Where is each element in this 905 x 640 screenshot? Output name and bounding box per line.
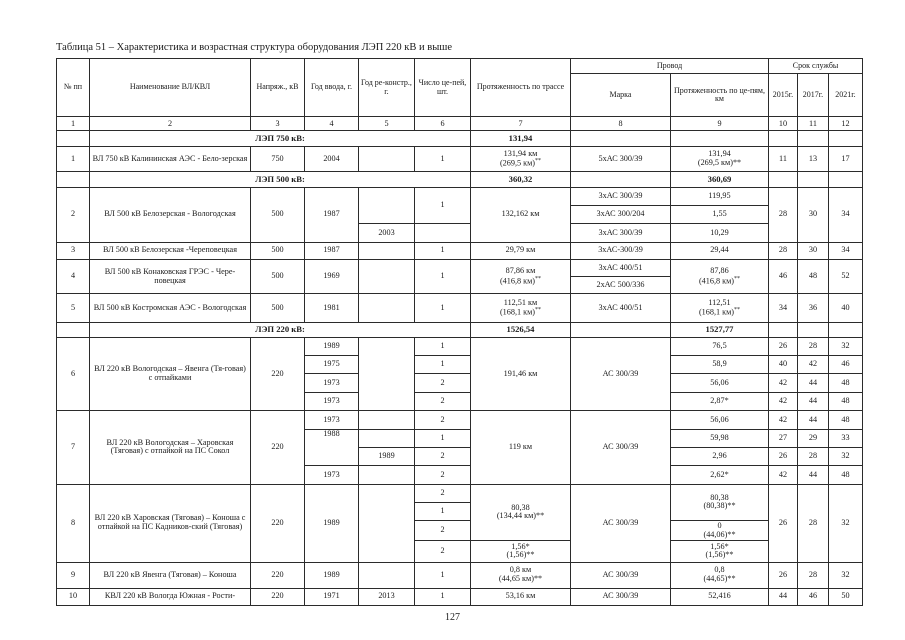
service-2015: 28: [769, 242, 798, 259]
wire-length: 76,5: [671, 337, 769, 355]
line-name: ВЛ 750 кВ Калининская АЭС - Бело-зерская: [90, 146, 251, 172]
line-name: ВЛ 500 кВ Конаковская ГРЭС - Чере-повецкая: [90, 259, 251, 294]
col-number: 1: [57, 117, 90, 131]
year-in: 1988: [305, 429, 359, 466]
table-row: [57, 484, 863, 502]
service-2015: 44: [769, 588, 798, 606]
service-2021: 52: [829, 259, 863, 294]
line-name: ВЛ 220 кВ Вологодская – Явенга (Тя-говая) с отпайками: [90, 337, 251, 410]
service-2021: 17: [829, 146, 863, 172]
route-length: 87,86 км (416,8 км)**: [471, 259, 571, 294]
column-numbers-row: [57, 117, 863, 131]
section-route-total: 360,32: [471, 172, 571, 187]
col-number: 7: [471, 117, 571, 131]
service-2015: 42: [769, 411, 798, 429]
year-recon: [359, 294, 415, 322]
year-in: 1989: [305, 484, 359, 562]
wire-mark: 3хАС 300/39: [571, 224, 671, 242]
circuits: 1: [415, 259, 471, 294]
service-2015: 42: [769, 374, 798, 392]
wire-mark: 5хАС 300/39: [571, 146, 671, 172]
section-row-500: [57, 172, 863, 187]
wire-mark: 3хАС 300/39: [571, 187, 671, 205]
service-2017: 13: [798, 146, 829, 172]
circuits: 1: [415, 146, 471, 172]
row-number: 2: [57, 187, 90, 242]
wire-length: 0 (44,06)**: [671, 521, 769, 541]
table-row: [57, 187, 863, 205]
circuits: 1: [415, 588, 471, 606]
wire-length: 29,44: [671, 242, 769, 259]
service-2021: 46: [829, 356, 863, 374]
circuits: 1: [415, 562, 471, 588]
route-length: 132,162 км: [471, 187, 571, 242]
circuits: 2: [415, 411, 471, 429]
route-length: 80,38 (134,44 км)**: [471, 484, 571, 540]
wire-length: 56,06: [671, 374, 769, 392]
header-wire-mark: Марка: [571, 74, 671, 117]
header-year-in: Год ввода, г.: [305, 59, 359, 117]
service-2015: 27: [769, 429, 798, 447]
wire-mark: 2хАС 500/336: [571, 277, 671, 294]
wire-length: 52,416: [671, 588, 769, 606]
row-number: 3: [57, 242, 90, 259]
year-in: 1973: [305, 374, 359, 392]
header-2017: 2017г.: [798, 74, 829, 117]
service-2021: 48: [829, 392, 863, 410]
service-2017: 46: [798, 588, 829, 606]
wire-mark: 3хАС 300/204: [571, 205, 671, 223]
section-route-total: 1526,54: [471, 322, 571, 337]
section-label: ЛЭП 750 кВ:: [90, 131, 471, 146]
table-row: [57, 411, 863, 429]
header-name: Наименование ВЛ/КВЛ: [90, 59, 251, 117]
wire-mark: АС 300/39: [571, 588, 671, 606]
circuits: 1: [415, 356, 471, 374]
circuits: 2: [415, 392, 471, 410]
row-number: 9: [57, 562, 90, 588]
wire-mark: 3хАС-300/39: [571, 242, 671, 259]
service-2017: 29: [798, 429, 829, 447]
table-caption: Таблица 51 – Характеристика и возрастная структура оборудования ЛЭП 220 кВ и выше: [56, 42, 453, 53]
route-length: 191,46 км: [471, 337, 571, 410]
service-2017: 30: [798, 187, 829, 242]
header-wire: Провод: [571, 59, 769, 74]
col-number: 2: [90, 117, 251, 131]
table-row: [57, 294, 863, 322]
year-recon: [359, 259, 415, 294]
voltage: 500: [251, 294, 305, 322]
service-2021: 34: [829, 242, 863, 259]
line-name: ВЛ 220 кВ Вологодская – Харовская (Тяговая) с отпайкой на ПС Сокол: [90, 411, 251, 484]
table-row: [57, 146, 863, 172]
service-2017: 44: [798, 374, 829, 392]
service-2021: 48: [829, 374, 863, 392]
wire-length: 119,95: [671, 187, 769, 205]
route-length: 119 км: [471, 411, 571, 484]
service-2015: 26: [769, 337, 798, 355]
year-recon: [359, 146, 415, 172]
table-row: [57, 562, 863, 588]
service-2015: 26: [769, 562, 798, 588]
route-length: 1,56* (1,56)**: [471, 540, 571, 562]
col-number: 4: [305, 117, 359, 131]
voltage: 750: [251, 146, 305, 172]
table-row: [57, 242, 863, 259]
year-in: 1973: [305, 411, 359, 429]
year-recon: [359, 337, 415, 410]
circuits: 2: [415, 447, 471, 465]
wire-length: 10,29: [671, 224, 769, 242]
section-length-total: 360,69: [671, 172, 769, 187]
row-number: 1: [57, 146, 90, 172]
line-name: ВЛ 500 кВ Белозерская -Череповецкая: [90, 242, 251, 259]
service-2015: 34: [769, 294, 798, 322]
row-number: 8: [57, 484, 90, 562]
header-service: Срок службы: [769, 59, 863, 74]
wire-length: 58,9: [671, 356, 769, 374]
year-recon: 2003: [359, 224, 415, 242]
service-2021: 32: [829, 484, 863, 562]
service-2017: 36: [798, 294, 829, 322]
page-number: 127: [445, 612, 460, 623]
row-number: 10: [57, 588, 90, 606]
circuits: 1: [415, 294, 471, 322]
voltage: 500: [251, 187, 305, 242]
service-2017: 48: [798, 259, 829, 294]
wire-mark: 3хАС 400/51: [571, 259, 671, 276]
header-no: № пп: [57, 59, 90, 117]
row-number: 4: [57, 259, 90, 294]
year-recon: [359, 562, 415, 588]
table-row: [57, 259, 863, 276]
header-length-route: Протяженность по трассе: [471, 59, 571, 117]
year-in: 1969: [305, 259, 359, 294]
year-recon: [359, 411, 415, 429]
col-number: 5: [359, 117, 415, 131]
wire-length: 2,62*: [671, 466, 769, 484]
circuits: 2: [415, 540, 471, 562]
year-recon: [359, 242, 415, 259]
year-recon: [359, 484, 415, 562]
wire-length: 87,86 (416,8 км)**: [671, 259, 769, 294]
circuits: 1: [415, 502, 471, 520]
data-table: [56, 58, 863, 606]
year-recon: [359, 429, 415, 447]
service-2017: 30: [798, 242, 829, 259]
wire-length: 131,94 (269,5 км)**: [671, 146, 769, 172]
service-2021: 33: [829, 429, 863, 447]
wire-mark: АС 300/39: [571, 562, 671, 588]
service-2021: 40: [829, 294, 863, 322]
row-number: 6: [57, 337, 90, 410]
line-name: ВЛ 220 кВ Харовская (Тяговая) – Коноша с отпайкой на ПС Кадников-ский (Тяговая): [90, 484, 251, 562]
service-2015: 26: [769, 447, 798, 465]
line-name: ВЛ 500 кВ Костромская АЭС - Вологодская: [90, 294, 251, 322]
route-length: 29,79 км: [471, 242, 571, 259]
circuits: 2: [415, 466, 471, 484]
circuits: 1: [415, 429, 471, 447]
year-recon: 1989: [359, 447, 415, 465]
circuits: 2: [415, 521, 471, 541]
col-number: 10: [769, 117, 798, 131]
wire-length: 1,55: [671, 205, 769, 223]
circuits: [415, 224, 471, 242]
voltage: 220: [251, 411, 305, 484]
service-2017: 28: [798, 337, 829, 355]
route-length: 112,51 км (168,1 км)**: [471, 294, 571, 322]
service-2021: 32: [829, 447, 863, 465]
year-in: 1987: [305, 187, 359, 242]
table-row: [57, 337, 863, 355]
row-number: 7: [57, 411, 90, 484]
service-2015: 42: [769, 466, 798, 484]
circuits: 1: [415, 337, 471, 355]
service-2021: 32: [829, 337, 863, 355]
year-in: 1981: [305, 294, 359, 322]
service-2015: 26: [769, 484, 798, 562]
service-2015: 42: [769, 392, 798, 410]
year-recon: [359, 466, 415, 484]
service-2017: 44: [798, 466, 829, 484]
col-number: 9: [671, 117, 769, 131]
route-length: 131,94 км (269,5 км)**: [471, 146, 571, 172]
year-in: 1989: [305, 562, 359, 588]
year-in: 2004: [305, 146, 359, 172]
service-2015: 28: [769, 187, 798, 242]
year-in: 1971: [305, 588, 359, 606]
voltage: 220: [251, 337, 305, 410]
wire-length: 1,56* (1,56)**: [671, 540, 769, 562]
year-in: 1987: [305, 242, 359, 259]
wire-mark: АС 300/39: [571, 411, 671, 484]
route-length: 0,8 км (44,65 км)**: [471, 562, 571, 588]
wire-length: 80,38 (80,38)**: [671, 484, 769, 521]
line-name: ВЛ 220 кВ Явенга (Тяговая) – Коноша: [90, 562, 251, 588]
service-2017: 28: [798, 484, 829, 562]
service-2015: 46: [769, 259, 798, 294]
header-year-recon: Год ре-констр., г.: [359, 59, 415, 117]
wire-mark: АС 300/39: [571, 484, 671, 562]
service-2015: 11: [769, 146, 798, 172]
wire-length: 59,98: [671, 429, 769, 447]
service-2017: 28: [798, 447, 829, 465]
service-2015: 40: [769, 356, 798, 374]
route-length: 53,16 км: [471, 588, 571, 606]
col-number: 3: [251, 117, 305, 131]
voltage: 500: [251, 242, 305, 259]
year-in: 1975: [305, 356, 359, 374]
section-label: ЛЭП 220 кВ:: [90, 322, 471, 337]
section-length-total: 1527,77: [671, 322, 769, 337]
col-number: 12: [829, 117, 863, 131]
header-voltage: Напряж., кВ: [251, 59, 305, 117]
voltage: 220: [251, 562, 305, 588]
service-2017: 44: [798, 392, 829, 410]
year-in: 1973: [305, 392, 359, 410]
circuits: 2: [415, 484, 471, 502]
section-row-750: [57, 131, 863, 146]
row-number: 5: [57, 294, 90, 322]
wire-length: 2,87*: [671, 392, 769, 410]
service-2021: 32: [829, 562, 863, 588]
section-row-220: [57, 322, 863, 337]
header-wire-length: Протяженность по це-пям, км: [671, 74, 769, 117]
year-in: 1989: [305, 337, 359, 355]
header-2015: 2015г.: [769, 74, 798, 117]
wire-length: 0,8 (44,65)**: [671, 562, 769, 588]
circuits: 2: [415, 374, 471, 392]
service-2021: 48: [829, 466, 863, 484]
wire-length: 2,96: [671, 447, 769, 465]
service-2017: 42: [798, 356, 829, 374]
service-2017: 28: [798, 562, 829, 588]
voltage: 500: [251, 259, 305, 294]
service-2021: 34: [829, 187, 863, 242]
line-name: КВЛ 220 кВ Вологда Южная - Рости-: [90, 588, 251, 606]
wire-length: 112,51 (168,1 км)**: [671, 294, 769, 322]
service-2021: 48: [829, 411, 863, 429]
wire-mark: АС 300/39: [571, 337, 671, 410]
line-name: ВЛ 500 кВ Белозерская - Вологодская: [90, 187, 251, 242]
section-label: ЛЭП 500 кВ:: [90, 172, 471, 187]
wire-mark: 3хАС 400/51: [571, 294, 671, 322]
section-route-total: 131,94: [471, 131, 571, 146]
wire-length: 56,06: [671, 411, 769, 429]
service-2017: 44: [798, 411, 829, 429]
voltage: 220: [251, 588, 305, 606]
header-2021: 2021г.: [829, 74, 863, 117]
circuits: 1: [415, 242, 471, 259]
circuits: 1: [415, 187, 471, 224]
col-number: 8: [571, 117, 671, 131]
year-recon: [359, 187, 415, 224]
col-number: 11: [798, 117, 829, 131]
voltage: 220: [251, 484, 305, 562]
year-in: 1973: [305, 466, 359, 484]
year-recon: 2013: [359, 588, 415, 606]
col-number: 6: [415, 117, 471, 131]
table-row: [57, 588, 863, 606]
service-2021: 50: [829, 588, 863, 606]
header-circuits: Число це-пей, шт.: [415, 59, 471, 117]
